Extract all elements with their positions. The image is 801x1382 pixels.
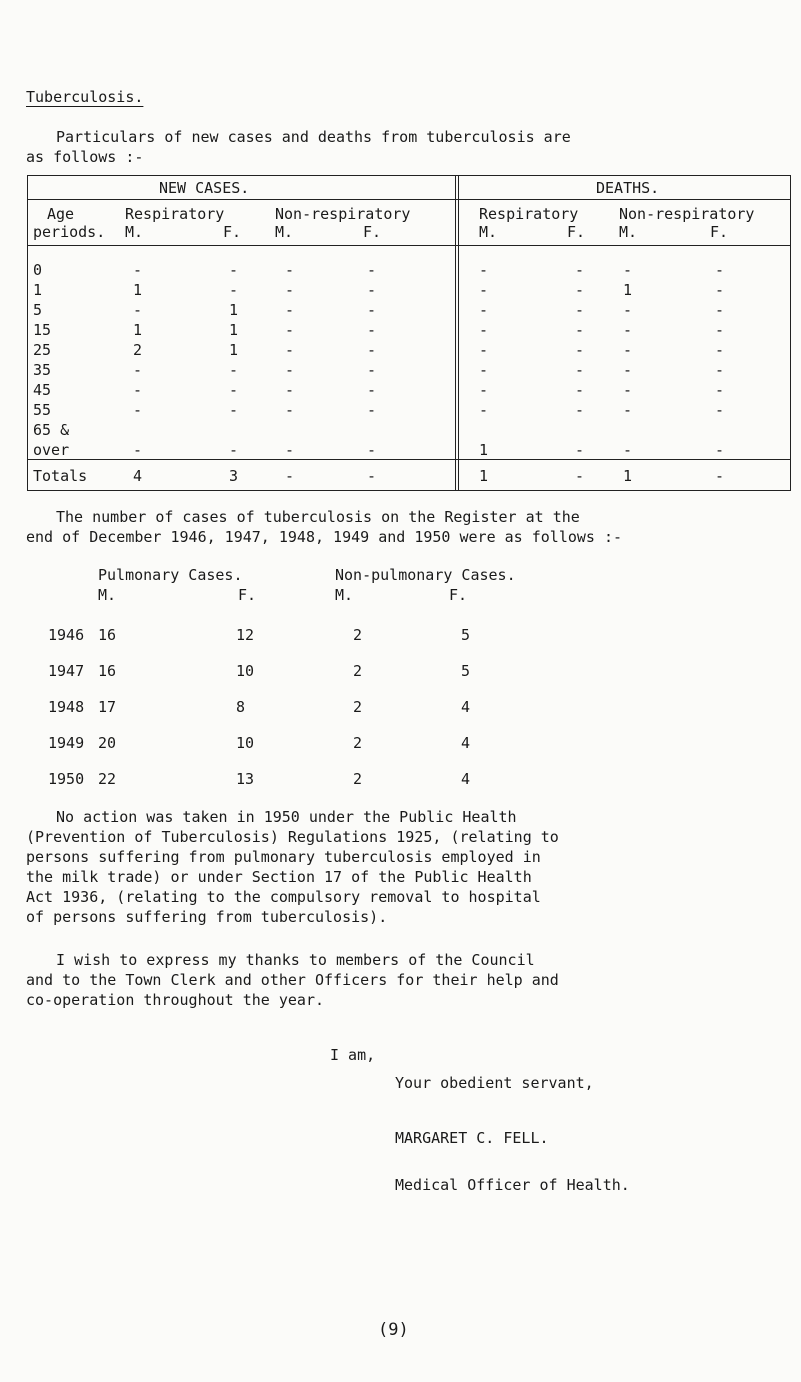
paragraph-line: and to the Town Clerk and other Officers for their help and bbox=[26, 971, 559, 989]
table-cell: - bbox=[285, 261, 295, 279]
table-cell: - bbox=[715, 341, 725, 359]
table-cell: - bbox=[367, 301, 377, 319]
table-cell: 13 bbox=[236, 770, 255, 788]
table-rule bbox=[27, 245, 791, 246]
table-cell: 20 bbox=[98, 734, 117, 752]
table-cell: - bbox=[285, 401, 295, 419]
table-cell: - bbox=[479, 401, 489, 419]
year-cell: 1947 bbox=[48, 662, 85, 680]
paragraph-line: of persons suffering from tuberculosis). bbox=[26, 908, 388, 926]
age-period-cell: over bbox=[33, 441, 70, 459]
table-cell: - bbox=[285, 381, 295, 399]
age-period-cell: 35 bbox=[33, 361, 52, 379]
register-text-line-1: The number of cases of tuberculosis on the Register at the bbox=[56, 508, 580, 526]
paragraph-line: co-operation throughout the year. bbox=[26, 991, 325, 1009]
totals-cell: - bbox=[367, 467, 377, 485]
table-cell: - bbox=[229, 401, 239, 419]
table-cell: - bbox=[229, 281, 239, 299]
table-cell: - bbox=[133, 441, 143, 459]
table-cell: - bbox=[285, 281, 295, 299]
table-cell: 12 bbox=[236, 626, 255, 644]
table-cell: - bbox=[133, 381, 143, 399]
table-cell: - bbox=[479, 321, 489, 339]
header-non-pulmonary: Non-pulmonary Cases. bbox=[335, 566, 516, 584]
totals-cell: 1 bbox=[479, 467, 489, 485]
paragraph-line: the milk trade) or under Section 17 of the Public Health bbox=[26, 868, 532, 886]
table-cell: - bbox=[479, 381, 489, 399]
table-cell: 2 bbox=[353, 698, 363, 716]
table-cell: - bbox=[623, 441, 633, 459]
totals-cell: 3 bbox=[229, 467, 239, 485]
table-divider bbox=[458, 175, 459, 491]
table-cell: - bbox=[715, 441, 725, 459]
table-cell: - bbox=[367, 381, 377, 399]
table-cell: 16 bbox=[98, 662, 117, 680]
header-age-periods: periods. bbox=[33, 223, 106, 241]
table-cell: - bbox=[285, 361, 295, 379]
header-f: F. bbox=[223, 223, 242, 241]
table-cell: - bbox=[623, 301, 633, 319]
table-cell: - bbox=[623, 361, 633, 379]
header-pulmonary: Pulmonary Cases. bbox=[98, 566, 243, 584]
table-cell: - bbox=[285, 321, 295, 339]
totals-cell: 4 bbox=[133, 467, 143, 485]
age-period-cell: 1 bbox=[33, 281, 43, 299]
age-period-cell: 15 bbox=[33, 321, 52, 339]
paragraph-line: I wish to express my thanks to members of the Council bbox=[56, 951, 535, 969]
totals-cell: 1 bbox=[623, 467, 633, 485]
signatory-title: Medical Officer of Health. bbox=[395, 1176, 630, 1194]
table-cell: - bbox=[575, 281, 585, 299]
table-cell: - bbox=[715, 321, 725, 339]
table-cell: 4 bbox=[461, 770, 471, 788]
table-cell: - bbox=[575, 361, 585, 379]
table-cell: - bbox=[133, 361, 143, 379]
age-period-cell: 5 bbox=[33, 301, 43, 319]
signatory-name: MARGARET C. FELL. bbox=[395, 1129, 549, 1147]
table-cell: - bbox=[479, 341, 489, 359]
table-cell: - bbox=[367, 281, 377, 299]
table-cell: 5 bbox=[461, 662, 471, 680]
table-cell: 17 bbox=[98, 698, 117, 716]
age-period-cell: 0 bbox=[33, 261, 43, 279]
header-m: M. bbox=[275, 223, 294, 241]
totals-label: Totals bbox=[33, 467, 88, 485]
table-cell: 1 bbox=[229, 301, 239, 319]
cases-deaths-table bbox=[27, 175, 791, 491]
table-cell: - bbox=[229, 261, 239, 279]
header-f: F. bbox=[567, 223, 586, 241]
paragraph-line: No action was taken in 1950 under the Public Health bbox=[56, 808, 517, 826]
table-cell: 2 bbox=[133, 341, 143, 359]
table-cell: - bbox=[575, 381, 585, 399]
header-f: F. bbox=[238, 586, 257, 604]
header-m: M. bbox=[619, 223, 638, 241]
header-m: M. bbox=[479, 223, 498, 241]
table-cell: - bbox=[623, 341, 633, 359]
age-period-cell: 55 bbox=[33, 401, 52, 419]
table-cell: 2 bbox=[353, 662, 363, 680]
table-cell: 16 bbox=[98, 626, 117, 644]
header-m: M. bbox=[335, 586, 354, 604]
table-cell: 1 bbox=[133, 321, 143, 339]
year-cell: 1949 bbox=[48, 734, 85, 752]
table-cell: - bbox=[479, 261, 489, 279]
year-cell: 1946 bbox=[48, 626, 85, 644]
table-cell: 2 bbox=[353, 734, 363, 752]
table-cell: 2 bbox=[353, 626, 363, 644]
intro-text-line-2: as follows :- bbox=[26, 148, 144, 166]
header-non-respiratory: Non-respiratory bbox=[275, 205, 411, 223]
header-new-cases: NEW CASES. bbox=[159, 179, 250, 197]
table-rule bbox=[27, 199, 791, 200]
totals-cell: - bbox=[285, 467, 295, 485]
header-m: M. bbox=[125, 223, 144, 241]
age-period-cell: 25 bbox=[33, 341, 52, 359]
paragraph-line: persons suffering from pulmonary tuberculosis employed in bbox=[26, 848, 541, 866]
table-cell: - bbox=[575, 301, 585, 319]
table-cell: - bbox=[623, 401, 633, 419]
table-cell: - bbox=[715, 401, 725, 419]
table-cell: - bbox=[479, 281, 489, 299]
header-non-respiratory: Non-respiratory bbox=[619, 205, 755, 223]
table-cell: - bbox=[367, 361, 377, 379]
closing-i-am: I am, bbox=[330, 1046, 376, 1064]
table-cell: - bbox=[133, 401, 143, 419]
paragraph-line: (Prevention of Tuberculosis) Regulations 1925, (relating to bbox=[26, 828, 559, 846]
paragraph-line: Act 1936, (relating to the compulsory removal to hospital bbox=[26, 888, 541, 906]
header-deaths: DEATHS. bbox=[596, 179, 660, 197]
table-cell: - bbox=[715, 281, 725, 299]
table-cell: - bbox=[575, 321, 585, 339]
table-cell: - bbox=[229, 361, 239, 379]
section-heading: Tuberculosis. bbox=[26, 88, 144, 106]
header-respiratory: Respiratory bbox=[125, 205, 225, 223]
header-f: F. bbox=[363, 223, 382, 241]
table-cell: - bbox=[575, 341, 585, 359]
table-cell: - bbox=[285, 341, 295, 359]
table-cell: - bbox=[575, 261, 585, 279]
age-period-cell: 45 bbox=[33, 381, 52, 399]
header-age: Age bbox=[47, 205, 75, 223]
table-cell: 1 bbox=[229, 341, 239, 359]
table-cell: - bbox=[229, 441, 239, 459]
table-cell: - bbox=[367, 261, 377, 279]
table-cell: 1 bbox=[479, 441, 489, 459]
age-period-cell: 65 & bbox=[33, 421, 70, 439]
table-cell: - bbox=[623, 261, 633, 279]
table-cell: 10 bbox=[236, 734, 255, 752]
table-rule bbox=[27, 459, 791, 460]
header-m: M. bbox=[98, 586, 117, 604]
table-cell: - bbox=[623, 381, 633, 399]
intro-text-line-1: Particulars of new cases and deaths from tuberculosis are bbox=[56, 128, 571, 146]
table-cell: - bbox=[285, 441, 295, 459]
table-cell: - bbox=[367, 441, 377, 459]
table-cell: 1 bbox=[133, 281, 143, 299]
table-cell: - bbox=[715, 261, 725, 279]
table-cell: - bbox=[623, 321, 633, 339]
table-cell: - bbox=[715, 361, 725, 379]
register-text-line-2: end of December 1946, 1947, 1948, 1949 and 1950 were as follows :- bbox=[26, 528, 623, 546]
table-cell: - bbox=[133, 261, 143, 279]
year-cell: 1948 bbox=[48, 698, 85, 716]
header-f: F. bbox=[710, 223, 729, 241]
table-cell: - bbox=[133, 301, 143, 319]
table-cell: - bbox=[479, 301, 489, 319]
header-f: F. bbox=[449, 586, 468, 604]
year-cell: 1950 bbox=[48, 770, 85, 788]
table-cell: - bbox=[229, 381, 239, 399]
table-cell: - bbox=[715, 301, 725, 319]
table-cell: - bbox=[367, 321, 377, 339]
table-cell: 8 bbox=[236, 698, 246, 716]
table-cell: 22 bbox=[98, 770, 117, 788]
table-cell: - bbox=[575, 401, 585, 419]
closing-servant: Your obedient servant, bbox=[395, 1074, 594, 1092]
table-cell: - bbox=[285, 301, 295, 319]
page-number: (9) bbox=[378, 1320, 409, 1340]
table-cell: 2 bbox=[353, 770, 363, 788]
table-cell: 10 bbox=[236, 662, 255, 680]
table-cell: - bbox=[367, 341, 377, 359]
totals-cell: - bbox=[715, 467, 725, 485]
header-respiratory: Respiratory bbox=[479, 205, 579, 223]
table-cell: 4 bbox=[461, 734, 471, 752]
table-cell: 1 bbox=[623, 281, 633, 299]
table-cell: - bbox=[575, 441, 585, 459]
table-cell: 1 bbox=[229, 321, 239, 339]
table-cell: 5 bbox=[461, 626, 471, 644]
table-cell: 4 bbox=[461, 698, 471, 716]
totals-cell: - bbox=[575, 467, 585, 485]
table-divider bbox=[455, 175, 456, 491]
table-cell: - bbox=[367, 401, 377, 419]
table-cell: - bbox=[479, 361, 489, 379]
table-cell: - bbox=[715, 381, 725, 399]
